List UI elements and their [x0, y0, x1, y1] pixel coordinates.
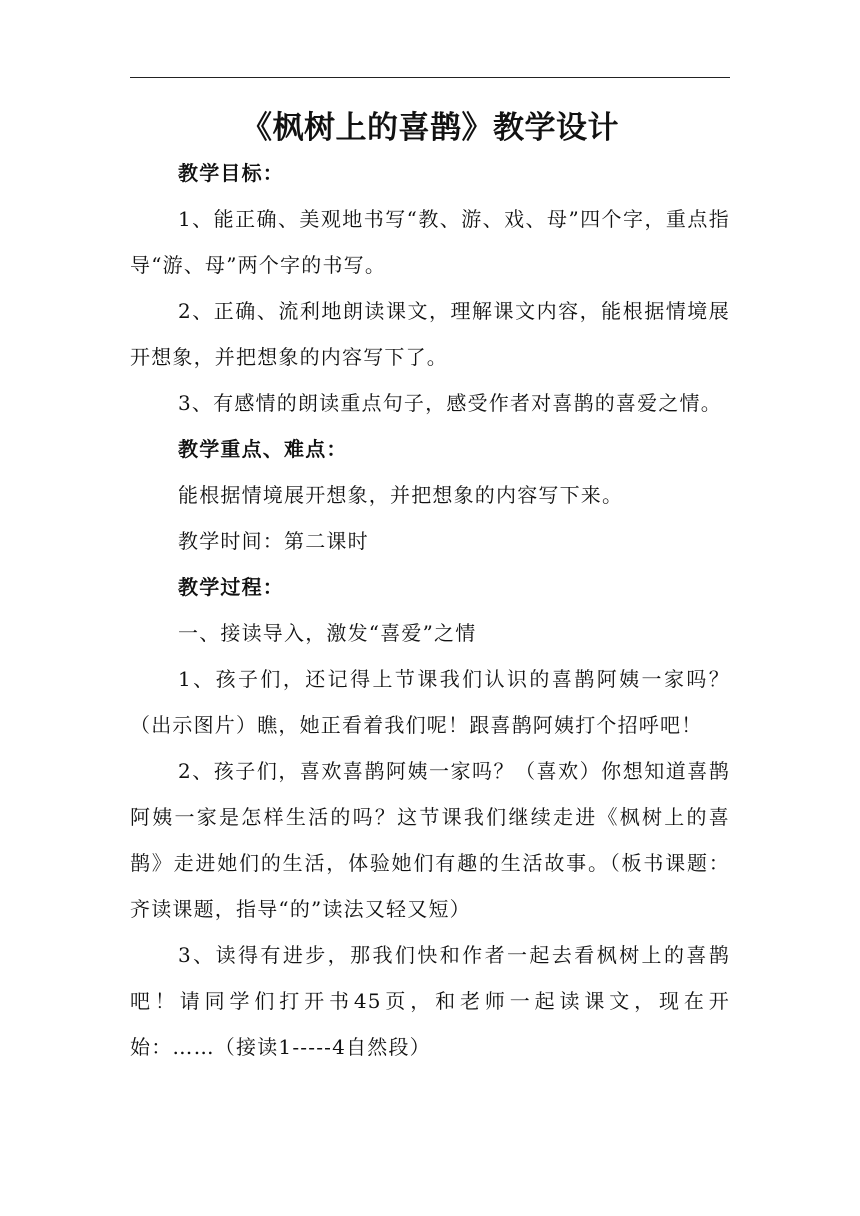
- document-title: 《枫树上的喜鹊》教学设计: [241, 110, 619, 146]
- objective-item-2: 2、正确、流利地朗读课文，理解课文内容，能根据情境展开想象，并把想象的内容写下了。: [130, 299, 730, 369]
- process-section-1: 一、接读导入，激发“喜爱”之情: [178, 621, 477, 645]
- document-body: [130, 150, 730, 1070]
- key-points-text: 能根据情境展开想象，并把想象的内容写下来。: [178, 483, 624, 507]
- process-step-2: 2、孩子们，喜欢喜鹊阿姨一家吗？（喜欢）你想知道喜鹊阿姨一家是怎样生活的吗？这节课我们继续走进《枫树上的喜鹊》走进她们的生活，体验她们有趣的生活故事。（板书课题：齐读课题，指导“的”读法又轻又短）: [130, 759, 730, 921]
- header-rule: [130, 77, 730, 78]
- objective-item-1: 1、能正确、美观地书写“教、游、戏、母”四个字，重点指导“游、母”两个字的书写。: [130, 207, 730, 277]
- objectives-heading: 教学目标：: [178, 161, 284, 185]
- process-heading: 教学过程：: [178, 575, 284, 599]
- key-points-heading: 教学重点、难点：: [178, 437, 348, 461]
- process-step-1: 1、孩子们，还记得上节课我们认识的喜鹊阿姨一家吗？（出示图片）瞧，她正看着我们呢！跟喜鹊阿姨打个招呼吧！: [130, 667, 730, 737]
- teaching-time: 教学时间：第二课时: [178, 529, 369, 553]
- objective-item-3: 3、有感情的朗读重点句子，感受作者对喜鹊的喜爱之情。: [178, 391, 722, 415]
- process-step-3: 3、读得有进步，那我们快和作者一起去看枫树上的喜鹊吧！请同学们打开书45页，和老师一起读课文，现在开始：……（接读1-----4自然段）: [130, 943, 730, 1059]
